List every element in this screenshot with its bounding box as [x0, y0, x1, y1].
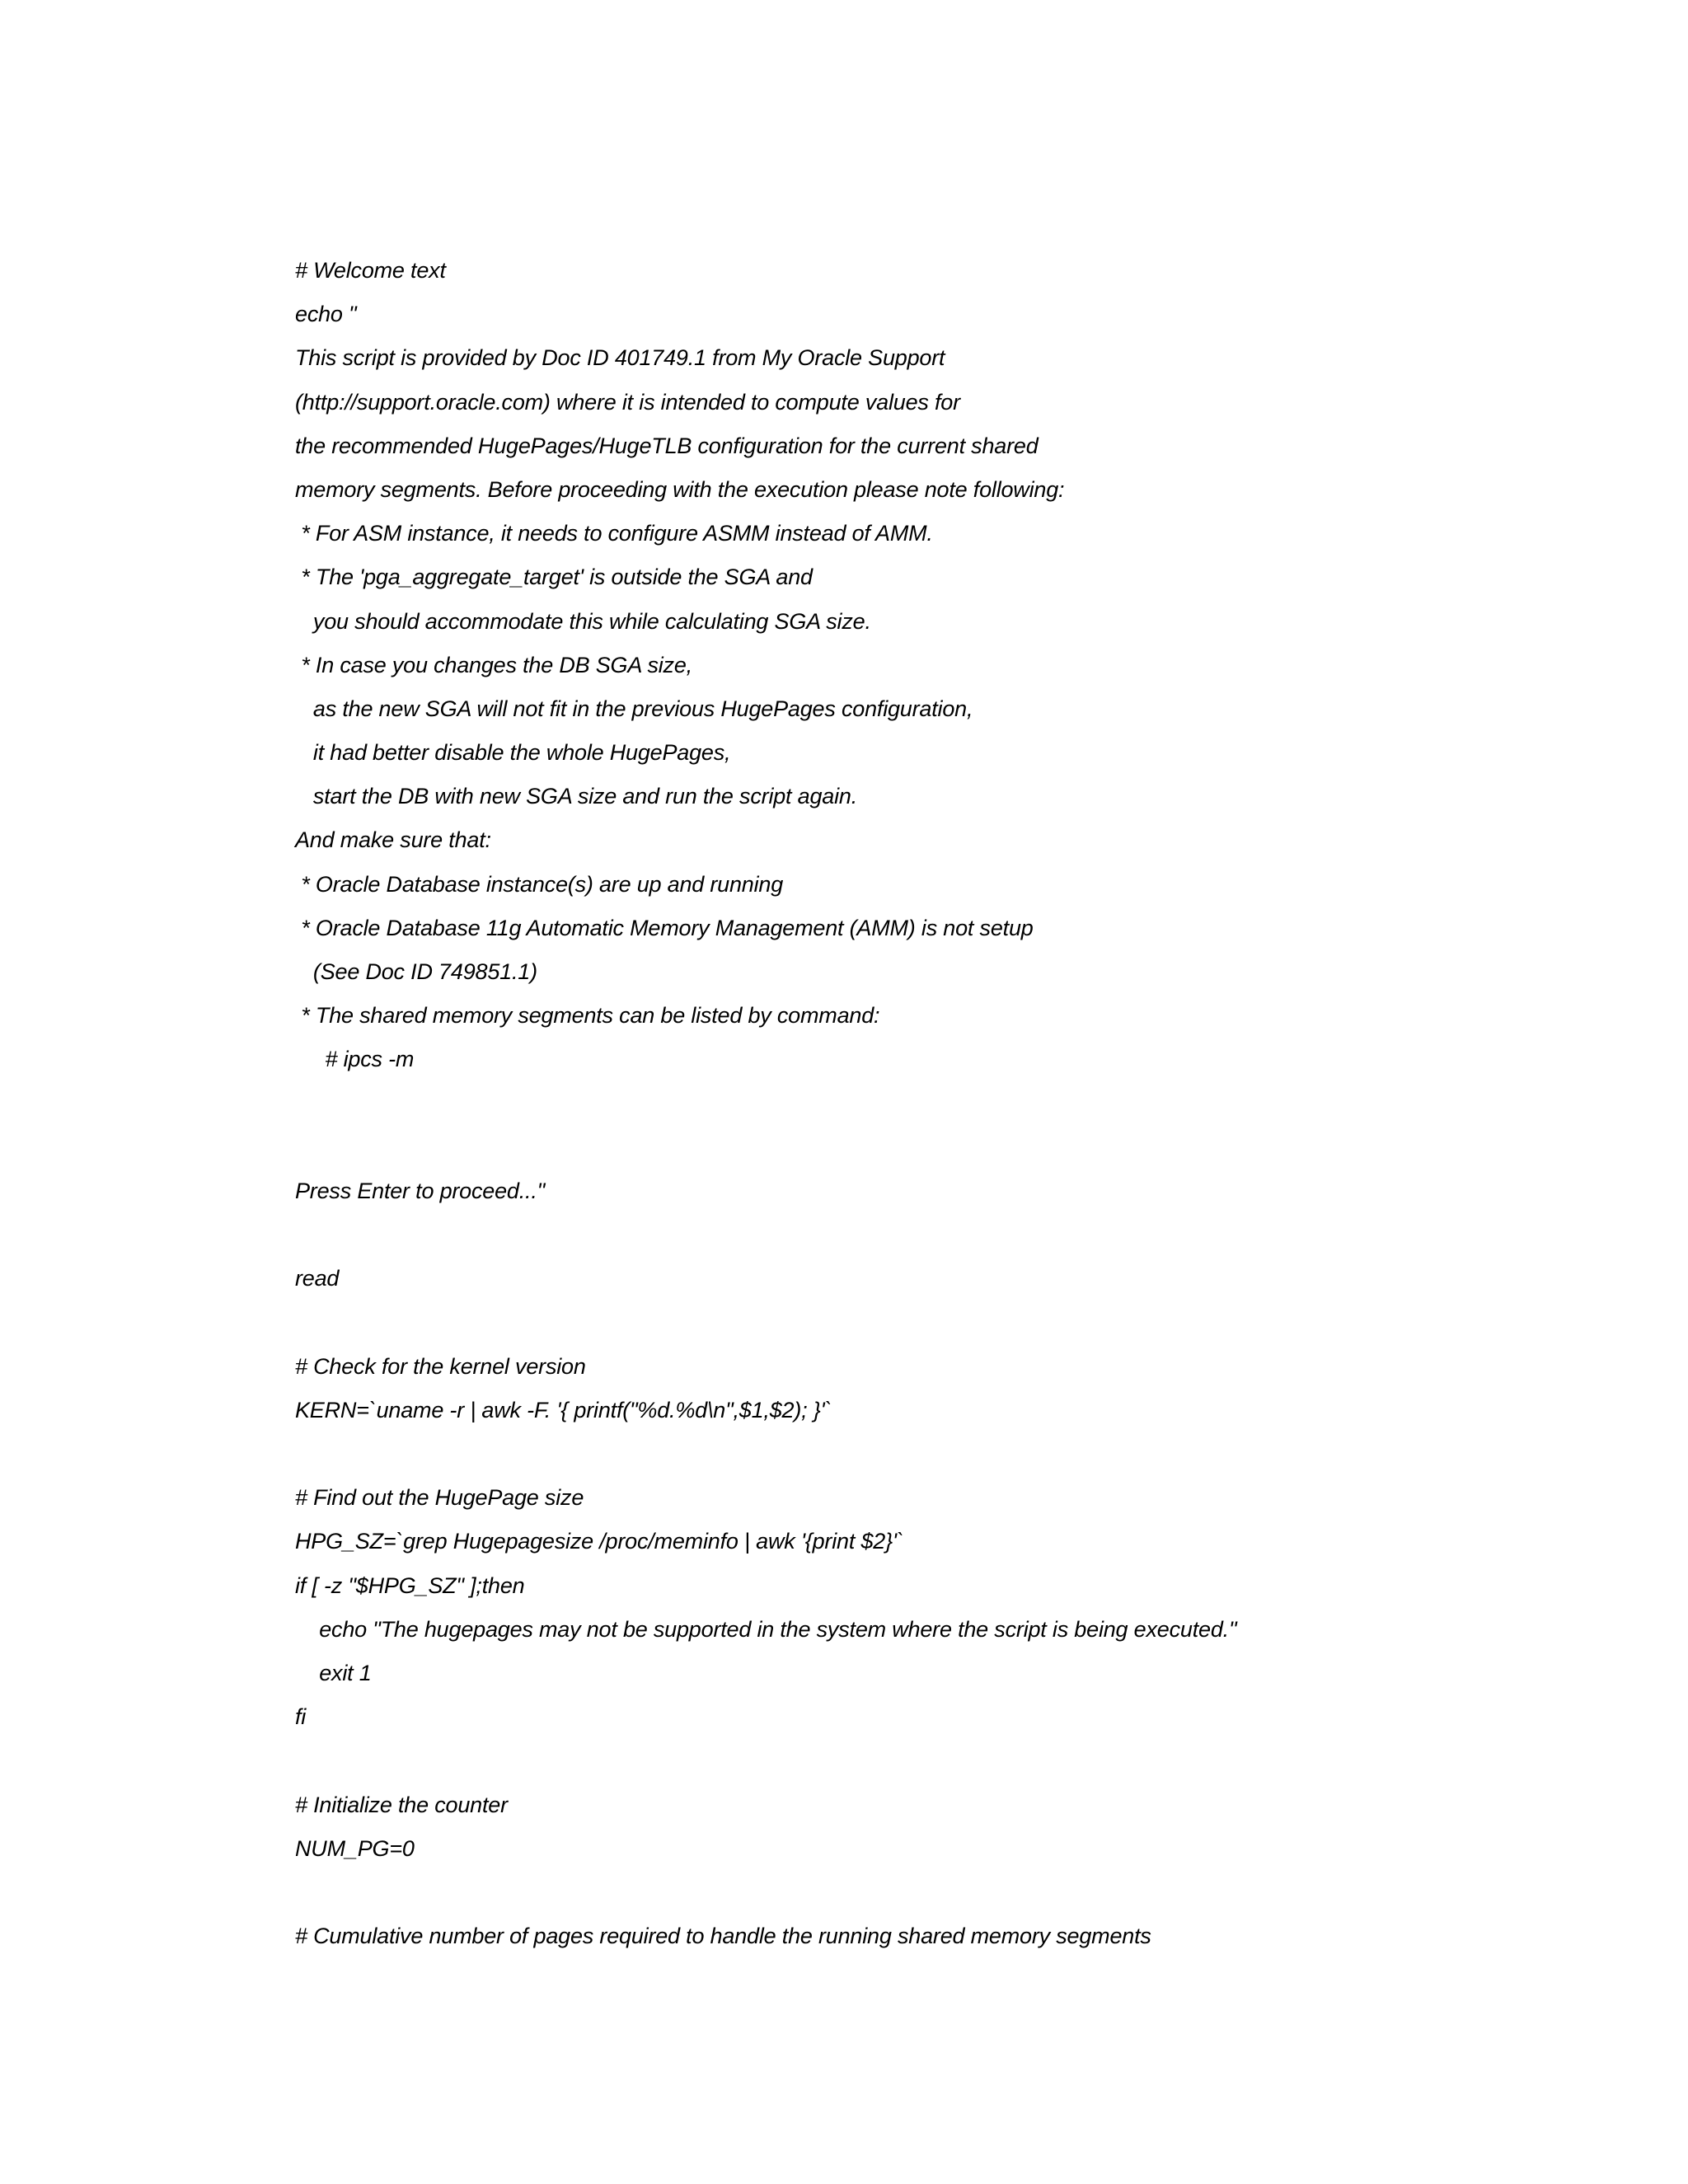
blank-line [295, 1739, 1614, 1783]
code-line: KERN=`uname -r | awk -F. '{ printf("%d.%d\n",$1,$2); }'` [295, 1397, 832, 1422]
text-line: Press Enter to proceed..." [295, 1178, 546, 1203]
comment-line: # Find out the HugePage size [295, 1485, 584, 1511]
blank-line [295, 1126, 1614, 1169]
text-line: memory segments. Before proceeding with the execution please note following: [295, 476, 1065, 502]
text-line: the recommended HugePages/HugeTLB configuration for the current shared [295, 433, 1039, 458]
bullet-line: * Oracle Database 11g Automatic Memory Management (AMM) is not setup [295, 915, 1034, 940]
comment-line: # Cumulative number of pages required to handle the running shared memory segments [295, 1924, 1151, 1949]
bullet-line: * The shared memory segments can be listed by command: [295, 1003, 880, 1029]
code-line: fi [295, 1704, 307, 1730]
text-line: start the DB with new SGA size and run the script again. [295, 784, 858, 809]
text-line: (http://support.oracle.com) where it is intended to compute values for [295, 389, 960, 415]
text-line: you should accommodate this while calculating SGA size. [295, 608, 871, 634]
comment-line: # Check for the kernel version [295, 1353, 586, 1379]
blank-line [295, 1871, 1614, 1915]
comment-line: # Initialize the counter [295, 1792, 508, 1817]
code-line: NUM_PG=0 [295, 1835, 415, 1861]
text-line: as the new SGA will not fit in the previous HugePages configuration, [295, 696, 973, 721]
blank-line [295, 1432, 1614, 1476]
text-line: it had better disable the whole HugePages, [295, 740, 731, 766]
code-line: echo "The hugepages may not be supported in the system where the script is being executed." [295, 1616, 1237, 1642]
blank-line [295, 1301, 1614, 1345]
bullet-line: * Oracle Database instance(s) are up and running [295, 871, 784, 897]
text-line: This script is provided by Doc ID 401749.1 from My Oracle Support [295, 345, 945, 371]
bullet-line: * For ASM instance, it needs to configure ASMM instead of AMM. [295, 521, 933, 546]
code-line: read [295, 1266, 340, 1291]
text-line: (See Doc ID 749851.1) [295, 959, 537, 984]
text-line: And make sure that: [295, 827, 491, 853]
blank-line [295, 1213, 1614, 1257]
code-line: if [ -z "$HPG_SZ" ];then [295, 1572, 525, 1598]
comment-line: # Welcome text [295, 258, 446, 283]
script-text-block [295, 249, 1614, 1958]
bullet-line: * The 'pga_aggregate_target' is outside the SGA and [295, 565, 813, 590]
blank-line [295, 1082, 1614, 1126]
code-line: exit 1 [295, 1661, 372, 1685]
bullet-line: * In case you changes the DB SGA size, [295, 652, 692, 677]
code-line: # ipcs -m [295, 1047, 415, 1072]
code-line: echo " [295, 302, 357, 327]
code-line: HPG_SZ=`grep Hugepagesize /proc/meminfo | awk '{print $2}'` [295, 1529, 904, 1554]
